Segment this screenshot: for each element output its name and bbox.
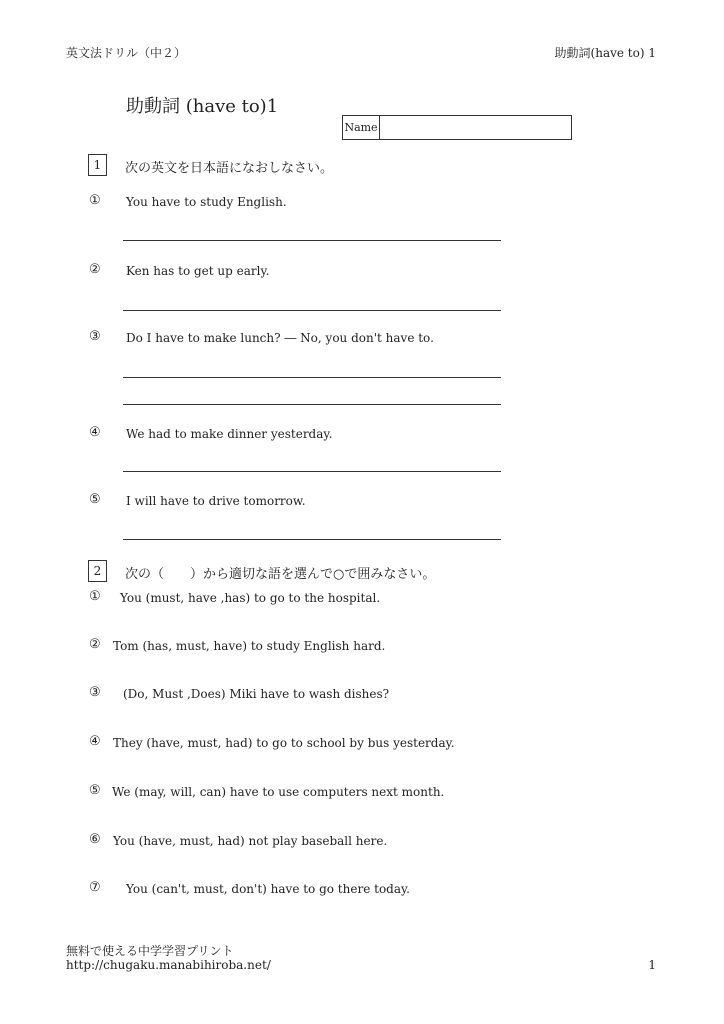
s1-item-1-text: You have to study English. — [126, 195, 287, 209]
s1-item-4-number: ④ — [89, 425, 101, 440]
s1-item-3-answer-line-1[interactable] — [123, 377, 501, 378]
s1-item-4-text: We had to make dinner yesterday. — [126, 427, 333, 441]
s2-item-2-number: ② — [89, 637, 101, 652]
footer-site-name: 無料で使える中学学習プリント — [66, 944, 234, 958]
s1-item-4-answer-line[interactable] — [123, 471, 501, 472]
s2-item-7-number: ⑦ — [89, 880, 101, 895]
section-2-instruction: 次の（ ）から適切な語を選んで○で囲みなさい。 — [125, 567, 436, 582]
s2-item-5-number: ⑤ — [89, 783, 101, 798]
s2-item-6-text: You (have, must, had) not play baseball here. — [113, 834, 388, 848]
s2-item-1-text: You (must, have ,has) to go to the hospital. — [120, 591, 381, 605]
s1-item-3-text: Do I have to make lunch? ― No, you don't have to. — [126, 331, 434, 345]
header-left: 英文法ドリル（中２） — [66, 46, 187, 60]
s2-item-7-text: You (can't, must, don't) have to go there today. — [126, 882, 410, 896]
s1-item-3-answer-line-2[interactable] — [123, 404, 501, 405]
s2-item-3-number: ③ — [89, 685, 101, 700]
s2-item-3-text: (Do, Must ,Does) Miki have to wash dishes? — [123, 687, 390, 701]
section-1-instruction: 次の英文を日本語になおしなさい。 — [125, 161, 334, 176]
section-1-number: 1 — [88, 154, 107, 176]
s2-item-4-number: ④ — [89, 734, 101, 749]
s1-item-5-text: I will have to drive tomorrow. — [126, 494, 306, 508]
page-title: 助動詞 (have to)1 — [126, 96, 279, 117]
s1-item-5-number: ⑤ — [89, 492, 101, 507]
name-box[interactable] — [342, 115, 572, 140]
s1-item-1-number: ① — [89, 193, 101, 208]
s2-item-6-number: ⑥ — [89, 832, 101, 847]
s1-item-5-answer-line[interactable] — [123, 539, 501, 540]
s2-item-1-number: ① — [89, 589, 101, 604]
header-right: 助動詞(have to) 1 — [554, 46, 656, 60]
footer-url[interactable]: http://chugaku.manabihiroba.net/ — [66, 958, 271, 972]
s1-item-2-answer-line[interactable] — [123, 310, 501, 311]
s1-item-3-number: ③ — [89, 329, 101, 344]
s1-item-1-answer-line[interactable] — [123, 240, 501, 241]
page-number: 1 — [648, 958, 656, 972]
s1-item-2-number: ② — [89, 262, 101, 277]
s1-item-2-text: Ken has to get up early. — [126, 264, 270, 278]
s2-item-5-text: We (may, will, can) have to use computers next month. — [112, 785, 445, 799]
name-label: Name — [343, 116, 380, 139]
s2-item-4-text: They (have, must, had) to go to school by bus yesterday. — [113, 736, 455, 750]
s2-item-2-text: Tom (has, must, have) to study English hard. — [113, 639, 386, 653]
section-2-number: 2 — [88, 560, 107, 582]
